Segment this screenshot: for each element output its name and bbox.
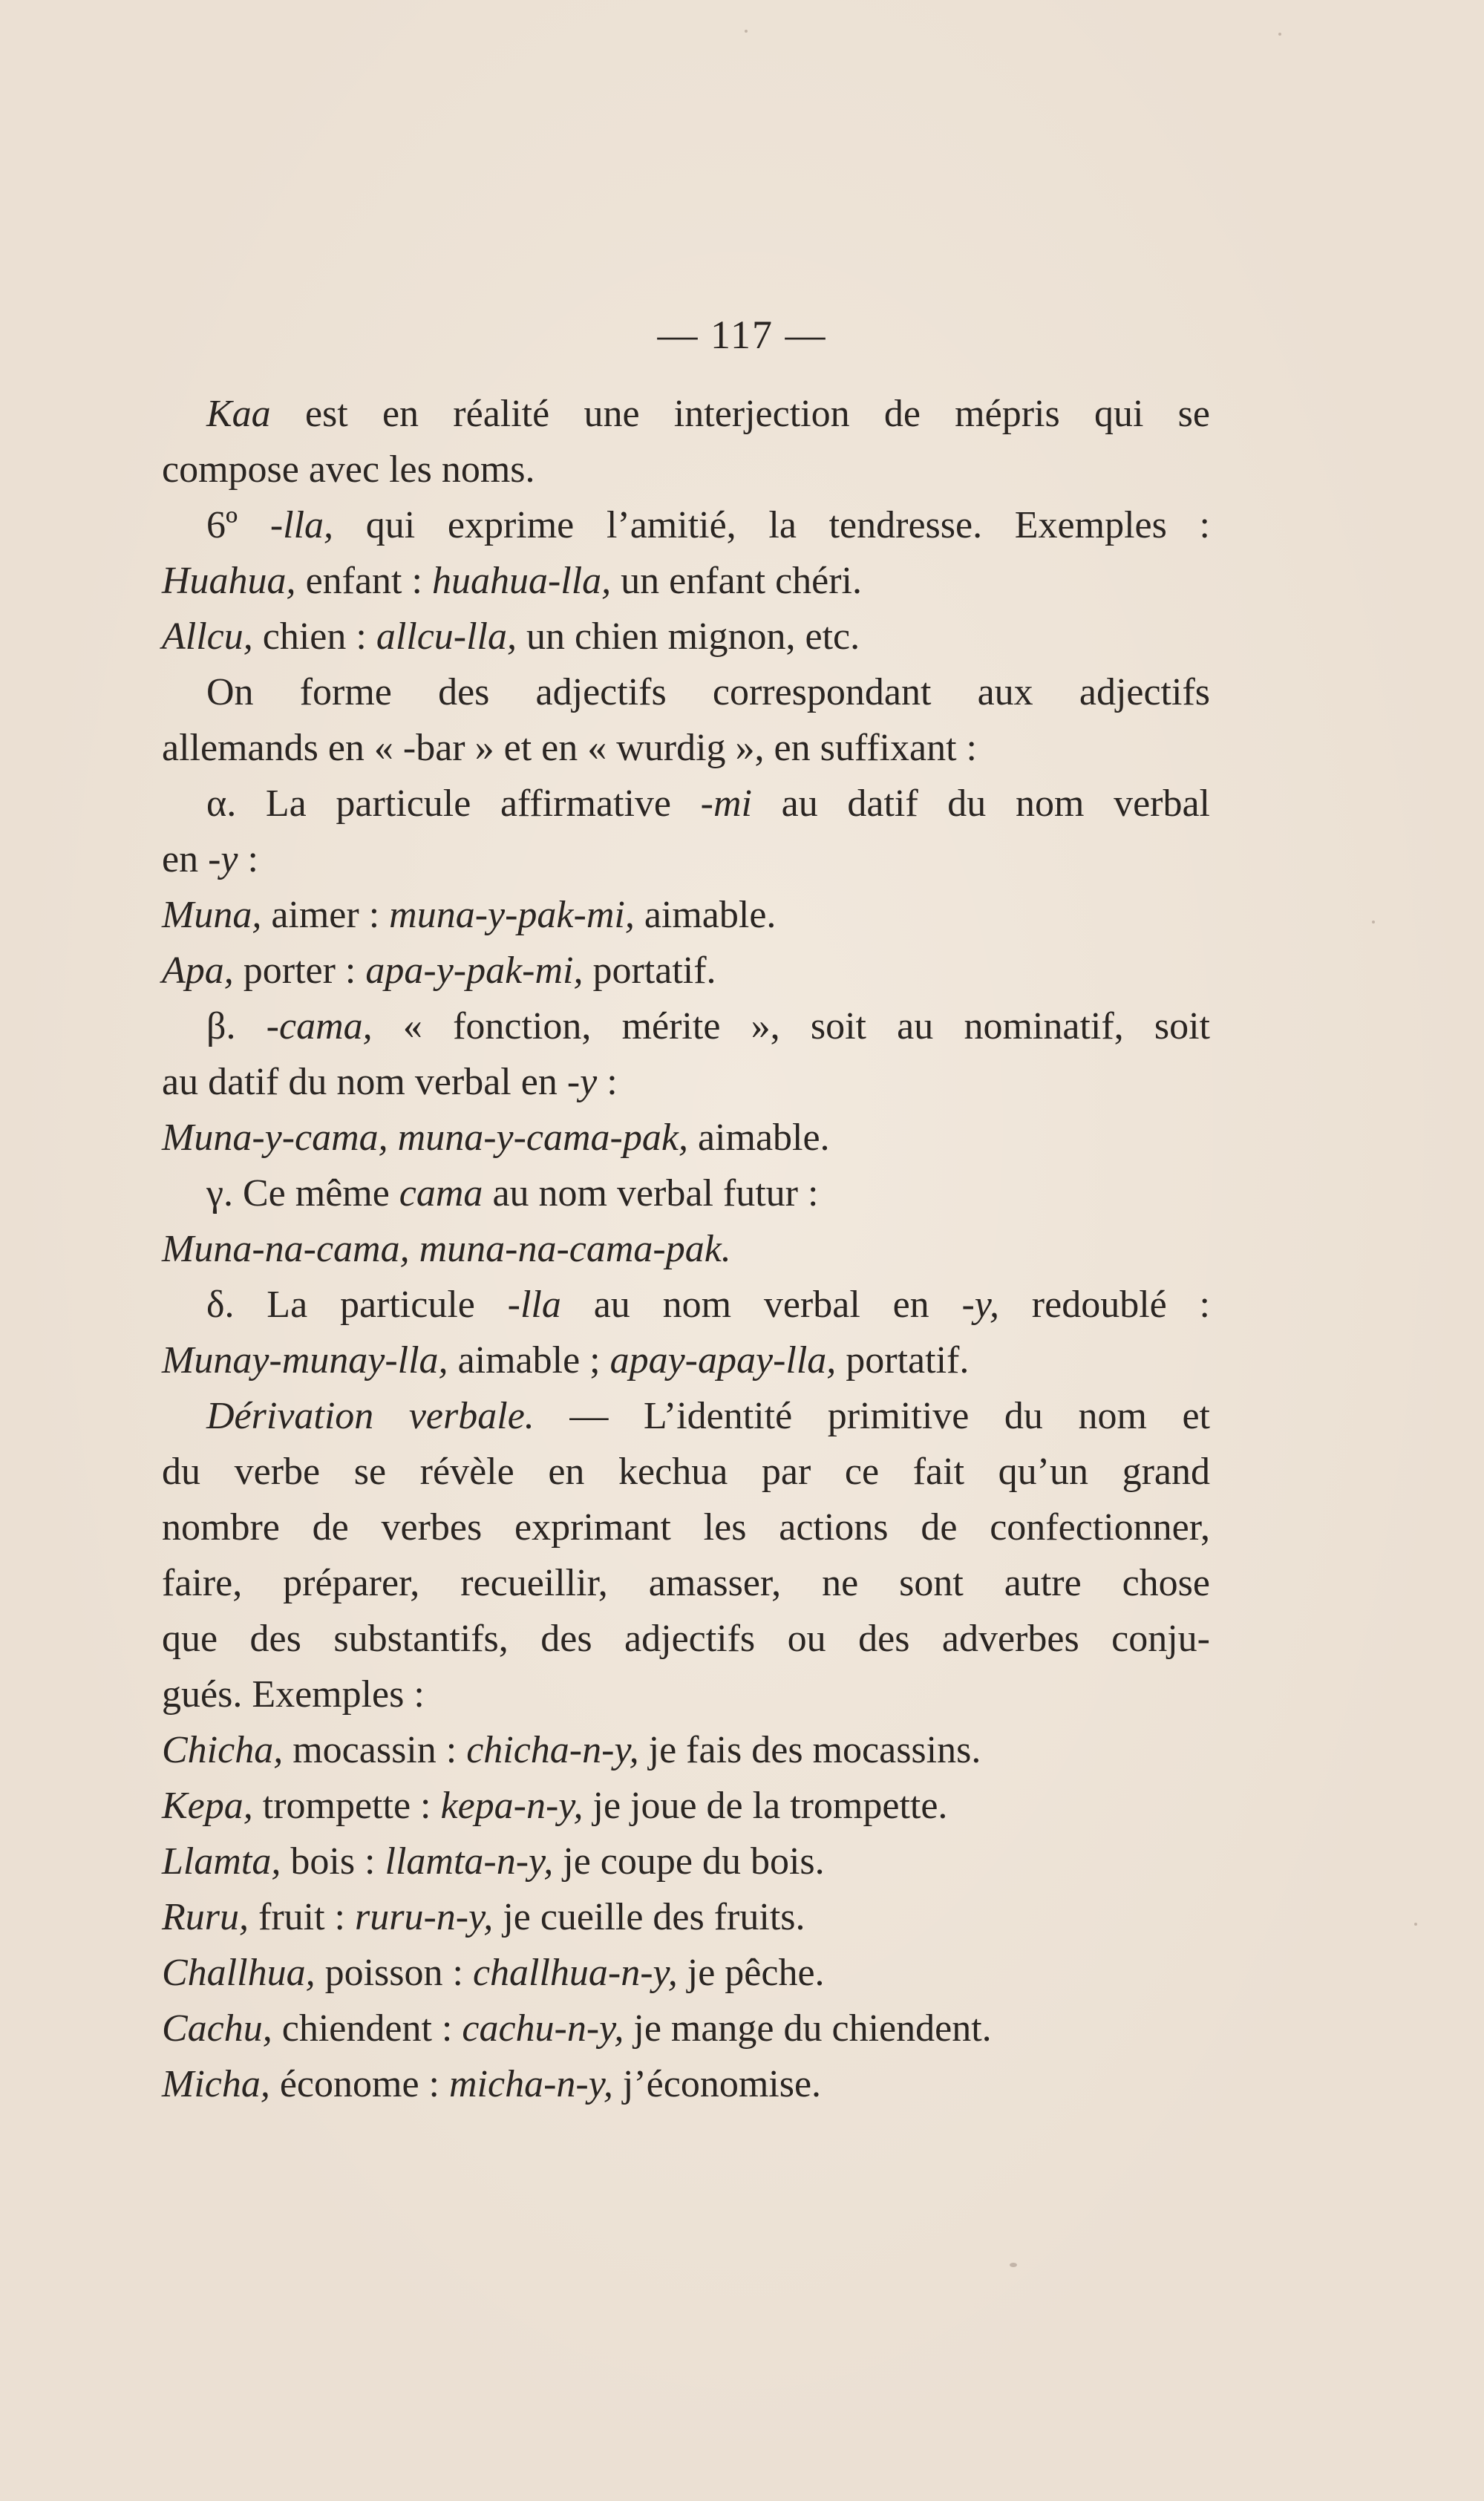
text-segment: compose avec les noms. [162, 448, 535, 491]
italic-term: Huahua, [162, 560, 296, 602]
text-segment: α. La particule affirmative - [206, 782, 713, 825]
text-segment: aimable. [687, 1117, 830, 1159]
italic-term: mi [713, 782, 752, 825]
text-line [162, 2056, 1210, 2112]
italic-term: Muna-na-cama, muna-na-cama-pak. [162, 1228, 731, 1270]
text-segment: : [238, 838, 258, 880]
text-segment: trompette : [252, 1785, 441, 1827]
text-line [162, 664, 1210, 720]
italic-term: huahua-lla, [431, 560, 612, 602]
text-line [162, 1110, 1210, 1166]
text-segment: γ. Ce même [206, 1172, 399, 1214]
text-segment: chien : [252, 615, 376, 658]
text-line [162, 887, 1210, 943]
text-line [162, 553, 1210, 609]
paper-speck [1372, 921, 1375, 923]
italic-term: Dérivation verbale. [206, 1395, 535, 1437]
text-segment: enfant : [295, 560, 432, 602]
text-segment: un chien mignon, etc. [517, 615, 860, 658]
text-segment: je coupe du bois. [553, 1840, 825, 1883]
italic-term: cachu-n-y, [462, 2007, 624, 2050]
text-line [162, 1667, 1210, 1722]
text-segment: fruit : [249, 1896, 355, 1938]
italic-term: kepa-n-y, [440, 1785, 584, 1827]
text-segment: au datif du nom verbal [751, 782, 1210, 825]
text-segment: en - [162, 838, 221, 880]
text-segment: aimer : [261, 894, 390, 936]
text-segment: est en réalité une interjection de mépris qui se [270, 393, 1210, 435]
italic-term: micha-n-y, [448, 2063, 613, 2105]
text-line [162, 1277, 1210, 1333]
text-line [162, 1945, 1210, 2001]
italic-term: Allcu, [162, 615, 253, 658]
italic-term: challhua-n-y, [472, 1952, 678, 1994]
paper-speck [1414, 1923, 1417, 1926]
paper-speck [745, 30, 748, 33]
body-text [162, 386, 1210, 2112]
italic-term: Muna-y-cama, muna-y-cama-pak, [162, 1117, 688, 1159]
text-line [162, 1221, 1210, 1277]
text-segment: gués. Exemples : [162, 1673, 425, 1716]
page-number: — 117 — [657, 313, 827, 357]
italic-term: Challhua, [162, 1952, 316, 1994]
text-line [162, 386, 1210, 442]
text-line [162, 720, 1210, 776]
text-segment: au nom verbal en - [560, 1284, 975, 1326]
text-segment: chiendent : [272, 2007, 462, 2050]
text-segment: je mange du chiendent. [624, 2007, 992, 2050]
italic-term: Llamta, [162, 1840, 281, 1883]
text-segment: « fonction, mérite », soit au nominatif, soit [372, 1005, 1210, 1047]
text-segment: redoublé : [999, 1284, 1210, 1326]
italic-term: Muna, [162, 894, 262, 936]
text-segment: au datif du nom verbal en - [162, 1061, 581, 1103]
text-segment: je pêche. [677, 1952, 825, 1994]
italic-term: allcu-lla, [376, 615, 517, 658]
text-segment: au nom verbal futur : [483, 1172, 819, 1214]
text-line [162, 2001, 1210, 2056]
text-line [162, 1611, 1210, 1667]
italic-term: Ruru, [162, 1896, 249, 1938]
italic-term: Cachu, [162, 2007, 272, 2050]
text-line [162, 943, 1210, 998]
italic-term: y [580, 1061, 598, 1103]
text-segment: je cueille des fruits. [493, 1896, 805, 1938]
text-segment: bois : [281, 1840, 385, 1883]
text-segment: nombre de verbes exprimant les actions de confectionner, [162, 1506, 1210, 1549]
italic-term: Kepa, [162, 1785, 253, 1827]
paper-speck [1010, 2263, 1017, 2267]
italic-term: apa-y-pak-mi, [365, 949, 584, 992]
text-segment: portatif. [583, 949, 716, 992]
text-line [162, 1555, 1210, 1611]
text-segment: 6º - [206, 504, 284, 546]
italic-term: Chicha, [162, 1729, 284, 1771]
text-segment: économe : [269, 2063, 449, 2105]
text-line [162, 1054, 1210, 1110]
text-line [162, 776, 1210, 831]
text-line [162, 1444, 1210, 1500]
italic-term: y, [974, 1284, 999, 1326]
italic-term: ruru-n-y, [354, 1896, 494, 1938]
text-segment: aimable ; [448, 1339, 610, 1382]
italic-term: muna-y-pak-mi, [389, 894, 635, 936]
text-segment: δ. La particule - [206, 1284, 520, 1326]
text-segment: je fais des mocassins. [638, 1729, 981, 1771]
text-segment: — L’identité primitive du nom et [534, 1395, 1210, 1437]
text-line [162, 442, 1210, 497]
paper-speck [1278, 33, 1281, 36]
text-line [162, 1388, 1210, 1444]
italic-term: Micha, [162, 2063, 270, 2105]
text-segment: β. - [206, 1005, 279, 1047]
italic-term: y [220, 838, 238, 880]
text-line [162, 1778, 1210, 1834]
text-segment: qui exprime l’amitié, la tendresse. Exemples : [333, 504, 1210, 546]
italic-term: llamta-n-y, [385, 1840, 554, 1883]
italic-term: lla, [283, 504, 334, 546]
italic-term: cama, [279, 1005, 373, 1047]
text-segment: mocassin : [283, 1729, 467, 1771]
text-segment: aimable. [634, 894, 777, 936]
text-line [162, 831, 1210, 887]
italic-term: lla [520, 1284, 561, 1326]
text-segment: : [597, 1061, 618, 1103]
text-segment: On forme des adjectifs correspondant aux adjectifs [206, 671, 1210, 713]
text-line [162, 1500, 1210, 1555]
italic-term: cama [399, 1172, 483, 1214]
italic-term: apay-apay-lla, [609, 1339, 837, 1382]
text-segment: un enfant chéri. [611, 560, 863, 602]
text-segment: faire, préparer, recueillir, amasser, ne sont autre chose [162, 1562, 1210, 1604]
text-line [162, 1889, 1210, 1945]
text-segment: porter : [233, 949, 366, 992]
italic-term: Munay-munay-lla, [162, 1339, 448, 1382]
text-line [162, 1333, 1210, 1388]
text-line [162, 1166, 1210, 1221]
text-segment: que des substantifs, des adjectifs ou des adverbes conju- [162, 1618, 1210, 1660]
text-segment: j’économise. [612, 2063, 822, 2105]
italic-term: Apa, [162, 949, 234, 992]
text-segment: je joue de la trompette. [583, 1785, 948, 1827]
text-line [162, 1834, 1210, 1889]
text-line [162, 998, 1210, 1054]
text-line [162, 1722, 1210, 1778]
text-segment: allemands en « -bar » et en « wurdig », en suffixant : [162, 727, 977, 769]
text-segment: portatif. [836, 1339, 970, 1382]
italic-term: Kaa [206, 393, 271, 435]
italic-term: chicha-n-y, [466, 1729, 639, 1771]
text-segment: du verbe se révèle en kechua par ce fait qu’un grand [162, 1451, 1210, 1493]
text-line [162, 497, 1210, 553]
text-line [162, 609, 1210, 664]
text-segment: poisson : [315, 1952, 473, 1994]
